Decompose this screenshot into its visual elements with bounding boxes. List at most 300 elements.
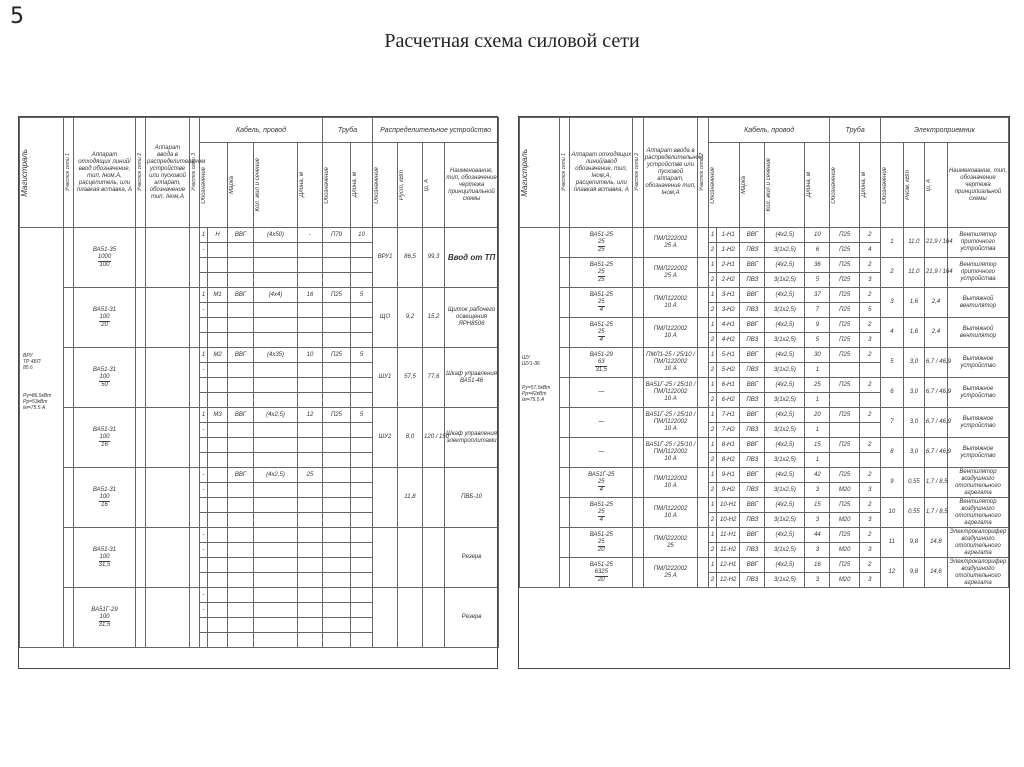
line-code <box>208 558 228 573</box>
pipe-len <box>351 468 373 483</box>
cable-size <box>254 513 298 528</box>
receiver-name: Вытяжной вентилятор <box>947 318 1008 348</box>
receiver-name: Вентилятор воздушного отопительного агрегата <box>947 498 1008 528</box>
cable-len: 1 <box>805 453 830 468</box>
line-code <box>208 543 228 558</box>
line-code <box>208 618 228 633</box>
cable-len: 25 <box>805 378 830 393</box>
device: ШУ2 <box>373 408 398 468</box>
cable-size <box>254 333 298 348</box>
section-cell <box>190 408 200 468</box>
device-i <box>423 468 445 528</box>
line-code <box>208 498 228 513</box>
device-i <box>423 588 445 648</box>
device-name: Резерв <box>445 528 499 588</box>
pipe-len <box>351 498 373 513</box>
pipe: П25 <box>830 528 859 543</box>
right-section2-header: Участок сети 2 <box>633 118 643 228</box>
left-section3-header: Участок сети 3 <box>190 118 200 228</box>
line-code <box>208 588 228 603</box>
receiver-i: 6,7 / 46,9 <box>924 438 947 468</box>
receiver-name: Вентилятор приточного устройства <box>947 258 1008 288</box>
pipe <box>830 363 859 378</box>
line-num: 2 <box>708 243 716 258</box>
right-col-code: Обозначение <box>708 143 739 228</box>
line-num <box>200 498 208 513</box>
section-cell <box>559 378 569 408</box>
cable-len <box>298 588 323 603</box>
cable-size <box>254 633 298 648</box>
cable-mark <box>228 438 254 453</box>
starter-current: 10 А <box>664 302 677 309</box>
cable-size: (4х2,5) <box>765 528 805 543</box>
right-col-ir: Iр, А <box>924 143 947 228</box>
line-code: М3 <box>208 408 228 423</box>
pipe <box>323 363 351 378</box>
right-col-rec: Обозначение <box>880 143 903 228</box>
starter-type: ПМЛ122002 <box>653 325 688 332</box>
cable-mark: ПВЗ <box>740 243 765 258</box>
pipe: П25 <box>830 258 859 273</box>
starter-cell <box>643 288 698 318</box>
pipe: П25 <box>830 348 859 363</box>
breaker-cell <box>74 228 136 288</box>
schematic-frame <box>18 116 1010 669</box>
section-cell <box>64 348 74 408</box>
line-num: - <box>200 423 208 438</box>
cable-len: 1 <box>805 423 830 438</box>
section-cell <box>698 318 708 348</box>
right-receiver-group: Электроприемник <box>880 118 1008 143</box>
cable-len: 3 <box>805 543 830 558</box>
cable-size: (4х2,5) <box>765 408 805 423</box>
cable-len <box>298 378 323 393</box>
section-cell <box>64 588 74 648</box>
starter-current: 25 А <box>664 572 677 579</box>
cable-mark <box>228 618 254 633</box>
line-num: 2 <box>708 393 716 408</box>
apparatus2-cell <box>146 588 190 648</box>
cable-len <box>298 633 323 648</box>
breaker-type: ВА51-25 <box>589 561 613 568</box>
cable-mark: ПВЗ <box>740 333 765 348</box>
receiver-name: Вытяжное устройство <box>947 348 1008 378</box>
receiver: 2 <box>880 258 903 288</box>
starter-type: ПМЛ122002 <box>653 475 688 482</box>
cable-mark: ПВЗ <box>740 273 765 288</box>
breaker-rating: $\frac{100}{16}$ <box>99 493 110 508</box>
pipe: М20 <box>830 513 859 528</box>
starter-current: 10 А <box>664 456 677 462</box>
line-num: 2 <box>708 453 716 468</box>
line-num: - <box>200 543 208 558</box>
pipe-len <box>351 528 373 543</box>
breaker-type: ВА51-31 <box>92 306 117 313</box>
breaker-cell <box>570 438 633 468</box>
receiver-name: Электрокалорифер воздушного отопительного агрегата <box>947 528 1008 558</box>
pipe: П25 <box>830 498 859 513</box>
section-cell <box>633 468 643 498</box>
cable-mark <box>228 588 254 603</box>
receiver-i: 2,4 <box>924 318 947 348</box>
pipe <box>323 483 351 498</box>
cable-size: 3(1х2,5) <box>765 333 805 348</box>
pipe-len <box>351 303 373 318</box>
pipe-len <box>351 453 373 468</box>
section-cell <box>633 558 643 588</box>
receiver-p: 9,8 <box>903 528 924 558</box>
pipe <box>323 258 351 273</box>
section-cell <box>190 288 200 348</box>
breaker-type: ВА51-25 <box>589 231 613 238</box>
starter-cell <box>643 498 698 528</box>
cable-size <box>254 318 298 333</box>
starter-type: ВА51Г-25 / 25/10 / ПМЛ122002 <box>645 442 696 455</box>
cable-len <box>298 273 323 288</box>
cable-mark: ПВЗ <box>740 513 765 528</box>
line-code: М1 <box>208 288 228 303</box>
cable-mark: ВВГ <box>740 288 765 303</box>
receiver: 3 <box>880 288 903 318</box>
line-num: 1 <box>708 528 716 543</box>
right-cable-group: Кабель, провод <box>708 118 830 143</box>
device-p <box>398 528 423 588</box>
receiver: 1 <box>880 228 903 258</box>
device-name: Ввод от ТП <box>445 228 499 288</box>
breaker-rating: $\frac{100}{31,5}$ <box>98 613 111 628</box>
pipe: П25 <box>323 348 351 363</box>
cable-mark: ПВЗ <box>740 393 765 408</box>
table-row <box>520 408 1009 423</box>
receiver-i: 2,4 <box>924 288 947 318</box>
pipe-len <box>351 573 373 588</box>
right-col-pipe: Обозначение <box>830 143 859 228</box>
device <box>373 528 398 588</box>
cable-size <box>254 528 298 543</box>
cable-len <box>298 423 323 438</box>
pipe-len <box>351 273 373 288</box>
breaker-cell <box>570 348 633 378</box>
line-code: 4-Н1 <box>717 318 740 333</box>
section-cell <box>190 468 200 528</box>
line-code: Н <box>208 228 228 243</box>
cable-mark: ВВГ <box>228 408 254 423</box>
line-num: 2 <box>708 303 716 318</box>
cable-len <box>298 243 323 258</box>
receiver-name: Вытяжной вентилятор <box>947 288 1008 318</box>
section-cell <box>559 228 569 258</box>
cable-len <box>298 438 323 453</box>
breaker-type: ВА51-31 <box>92 546 117 553</box>
cable-size <box>254 453 298 468</box>
cable-len <box>298 363 323 378</box>
section-cell <box>698 258 708 288</box>
cable-size <box>254 573 298 588</box>
line-num <box>200 558 208 573</box>
section-cell <box>64 288 74 348</box>
pipe: П25 <box>830 438 859 453</box>
line-num: 1 <box>708 378 716 393</box>
pipe-len <box>351 258 373 273</box>
pipe <box>323 243 351 258</box>
pipe: П25 <box>830 243 859 258</box>
right-col-cable: Кол. жил и сечение <box>765 143 805 228</box>
device: ШУ1 <box>373 348 398 408</box>
cable-size: 3(1х2,5) <box>765 243 805 258</box>
pipe-len: 2 <box>859 258 880 273</box>
line-num: 2 <box>708 573 716 588</box>
line-num <box>200 438 208 453</box>
breaker-type: ВА51-31 <box>92 486 117 493</box>
cable-mark <box>228 273 254 288</box>
cable-mark <box>228 633 254 648</box>
pipe <box>323 378 351 393</box>
cable-mark <box>228 258 254 273</box>
pipe: П25 <box>830 408 859 423</box>
cable-size <box>254 363 298 378</box>
cable-mark: ВВГ <box>228 348 254 363</box>
line-num: 2 <box>708 543 716 558</box>
breaker-rating: $\frac{25}{25}$ <box>597 238 605 253</box>
starter-current: 25 А <box>664 242 677 249</box>
right-col-len: Длина, м <box>805 143 830 228</box>
right-section3-header: Участок сети 2 <box>698 118 708 228</box>
line-num <box>200 273 208 288</box>
cable-mark <box>228 363 254 378</box>
pipe: П70 <box>323 228 351 243</box>
cable-len <box>298 258 323 273</box>
cable-mark <box>228 318 254 333</box>
pipe <box>323 603 351 618</box>
cable-size: 3(1х2,5) <box>765 543 805 558</box>
device-name: Щиток рабочего освещения ЯРН8506 <box>445 288 499 348</box>
pipe <box>323 438 351 453</box>
breaker-rating: $\frac{25}{25}$ <box>597 268 605 283</box>
section-cell <box>633 438 643 468</box>
line-code: 6-Н2 <box>717 393 740 408</box>
line-num: 1 <box>708 558 716 573</box>
breaker-rating: $\frac{25}{4}$ <box>597 478 605 493</box>
pipe-len: 3 <box>859 333 880 348</box>
cable-size <box>254 558 298 573</box>
line-code: 2-Н1 <box>717 258 740 273</box>
breaker-rating: $\frac{63}{31,5}$ <box>595 358 608 373</box>
table-row <box>20 408 499 423</box>
breaker-cell <box>74 468 136 528</box>
section-cell <box>136 408 146 468</box>
pipe-len: 2 <box>859 348 880 363</box>
line-code: 8-Н2 <box>717 453 740 468</box>
breaker-type: ВА51-35 <box>92 246 117 253</box>
cable-len: 36 <box>805 258 830 273</box>
line-code: 3-Н2 <box>717 303 740 318</box>
breaker-cell <box>74 408 136 468</box>
pipe-len <box>351 618 373 633</box>
receiver: 5 <box>880 348 903 378</box>
apparatus2-cell <box>146 408 190 468</box>
table-row <box>20 348 499 363</box>
pipe <box>323 633 351 648</box>
breaker-rating: $\frac{25}{4}$ <box>597 298 605 313</box>
receiver-i: 6,7 / 46,9 <box>924 408 947 438</box>
pipe-len: 2 <box>859 378 880 393</box>
pipe-len: 10 <box>351 228 373 243</box>
receiver: 12 <box>880 558 903 588</box>
line-num: 1 <box>708 348 716 363</box>
left-col-i: Iр, А <box>423 143 445 228</box>
breaker-type: ВА51-31 <box>92 366 117 373</box>
left-device-group: Распределительное устройство <box>373 118 499 143</box>
left-col-p: Руст, кВт <box>398 143 423 228</box>
line-code: 7-Н2 <box>717 423 740 438</box>
line-code: 11-Н1 <box>717 528 740 543</box>
cable-len: 16 <box>298 288 323 303</box>
device-i: 120 / 150 <box>423 408 445 468</box>
line-num <box>200 633 208 648</box>
receiver-p: 1,6 <box>903 288 924 318</box>
cable-size: (4х35) <box>254 348 298 363</box>
cable-len: 42 <box>805 468 830 483</box>
device <box>373 468 398 528</box>
line-num: - <box>200 468 208 483</box>
cable-mark <box>228 498 254 513</box>
line-num: 1 <box>708 258 716 273</box>
right-section1-header: Участок сети 1 <box>559 118 569 228</box>
pipe <box>323 558 351 573</box>
pipe: П25 <box>830 303 859 318</box>
cable-mark: ВВГ <box>228 288 254 303</box>
breaker-rating: $\frac{100}{31,5}$ <box>98 553 111 568</box>
section-cell <box>698 348 708 378</box>
cable-size: (4х2,5) <box>765 288 805 303</box>
starter-current: 25 А <box>664 272 677 279</box>
cable-len <box>298 333 323 348</box>
left-cable-group: Кабель, провод <box>200 118 323 143</box>
breaker-cell <box>74 288 136 348</box>
line-code: 9-Н2 <box>717 483 740 498</box>
section-cell <box>559 348 569 378</box>
receiver-i: 14,8 <box>924 528 947 558</box>
cable-mark: ПВЗ <box>740 483 765 498</box>
cable-size <box>254 543 298 558</box>
cable-mark <box>228 558 254 573</box>
device-name: Шкаф управления ВА51-46 <box>445 348 499 408</box>
cable-size <box>254 498 298 513</box>
cable-len <box>298 453 323 468</box>
starter-type: ПМЛ122002 <box>653 295 688 302</box>
starter-cell <box>643 228 698 258</box>
pipe: П25 <box>830 378 859 393</box>
cable-mark: ВВГ <box>740 528 765 543</box>
pipe-len: 3 <box>859 573 880 588</box>
line-code: 10-Н1 <box>717 498 740 513</box>
left-pipe-group: Труба <box>323 118 373 143</box>
table-row <box>520 288 1009 303</box>
line-code: 2-Н2 <box>717 273 740 288</box>
line-num: 1 <box>708 408 716 423</box>
receiver-i: 6,7 / 46,9 <box>924 378 947 408</box>
section-cell <box>559 408 569 438</box>
line-code <box>208 573 228 588</box>
section-cell <box>698 288 708 318</box>
line-code <box>208 303 228 318</box>
apparatus2-cell <box>146 348 190 408</box>
device-p <box>398 588 423 648</box>
cable-len: 6 <box>805 243 830 258</box>
receiver-name: Вытяжное устройство <box>947 378 1008 408</box>
table-row <box>520 528 1009 543</box>
left-sheet <box>18 116 498 669</box>
section-cell <box>698 528 708 558</box>
cable-mark <box>228 513 254 528</box>
cable-len: 16 <box>805 558 830 573</box>
cable-size: 3(1х2,5) <box>765 393 805 408</box>
line-code: М2 <box>208 348 228 363</box>
pipe-len <box>351 513 373 528</box>
cable-len: 12 <box>298 408 323 423</box>
pipe-len: 5 <box>859 303 880 318</box>
pipe-len <box>859 393 880 408</box>
cable-len: 20 <box>805 408 830 423</box>
cable-mark <box>228 528 254 543</box>
device-name: ПВБ-10 <box>445 468 499 528</box>
line-code: 9-Н1 <box>717 468 740 483</box>
pipe <box>323 498 351 513</box>
line-num <box>200 573 208 588</box>
section-cell <box>64 528 74 588</box>
cable-len <box>298 558 323 573</box>
right-col-pn: Рном, кВт <box>903 143 924 228</box>
left-col-name: Наименование, тип, обозначение чертежа принципиальной схемы <box>445 143 499 228</box>
line-code <box>208 273 228 288</box>
cable-len <box>298 543 323 558</box>
section-cell <box>190 588 200 648</box>
line-code <box>208 528 228 543</box>
cable-len <box>298 498 323 513</box>
cable-mark: ПВЗ <box>740 363 765 378</box>
line-num: - <box>200 363 208 378</box>
section-cell <box>633 258 643 288</box>
breaker-type: ВА51-29 <box>589 351 613 358</box>
line-code <box>208 393 228 408</box>
receiver-i: 1,7 / 8,5 <box>924 498 947 528</box>
pipe <box>323 318 351 333</box>
line-num: - <box>200 603 208 618</box>
section-cell <box>136 348 146 408</box>
pipe <box>830 423 859 438</box>
device-name: Шкаф управления электроплитами <box>445 408 499 468</box>
pipe-len: 2 <box>859 408 880 423</box>
pipe-len: 5 <box>351 288 373 303</box>
cable-mark: ВВГ <box>740 558 765 573</box>
starter-current: 10 А <box>664 396 677 402</box>
table-row <box>520 468 1009 483</box>
receiver: 4 <box>880 318 903 348</box>
line-code <box>208 633 228 648</box>
left-col-mark: Марка <box>228 143 254 228</box>
receiver-i: 14,6 <box>924 558 947 588</box>
cable-size: 3(1х2,5) <box>765 273 805 288</box>
pipe: П25 <box>830 228 859 243</box>
cable-size <box>254 243 298 258</box>
starter-cell <box>643 258 698 288</box>
left-col-pipe-len: Длина, м <box>351 143 373 228</box>
left-col-code: Обозначение <box>200 143 228 228</box>
cable-len <box>298 528 323 543</box>
line-num: - <box>200 483 208 498</box>
cable-mark: ВВГ <box>228 468 254 483</box>
line-code: 7-Н1 <box>717 408 740 423</box>
